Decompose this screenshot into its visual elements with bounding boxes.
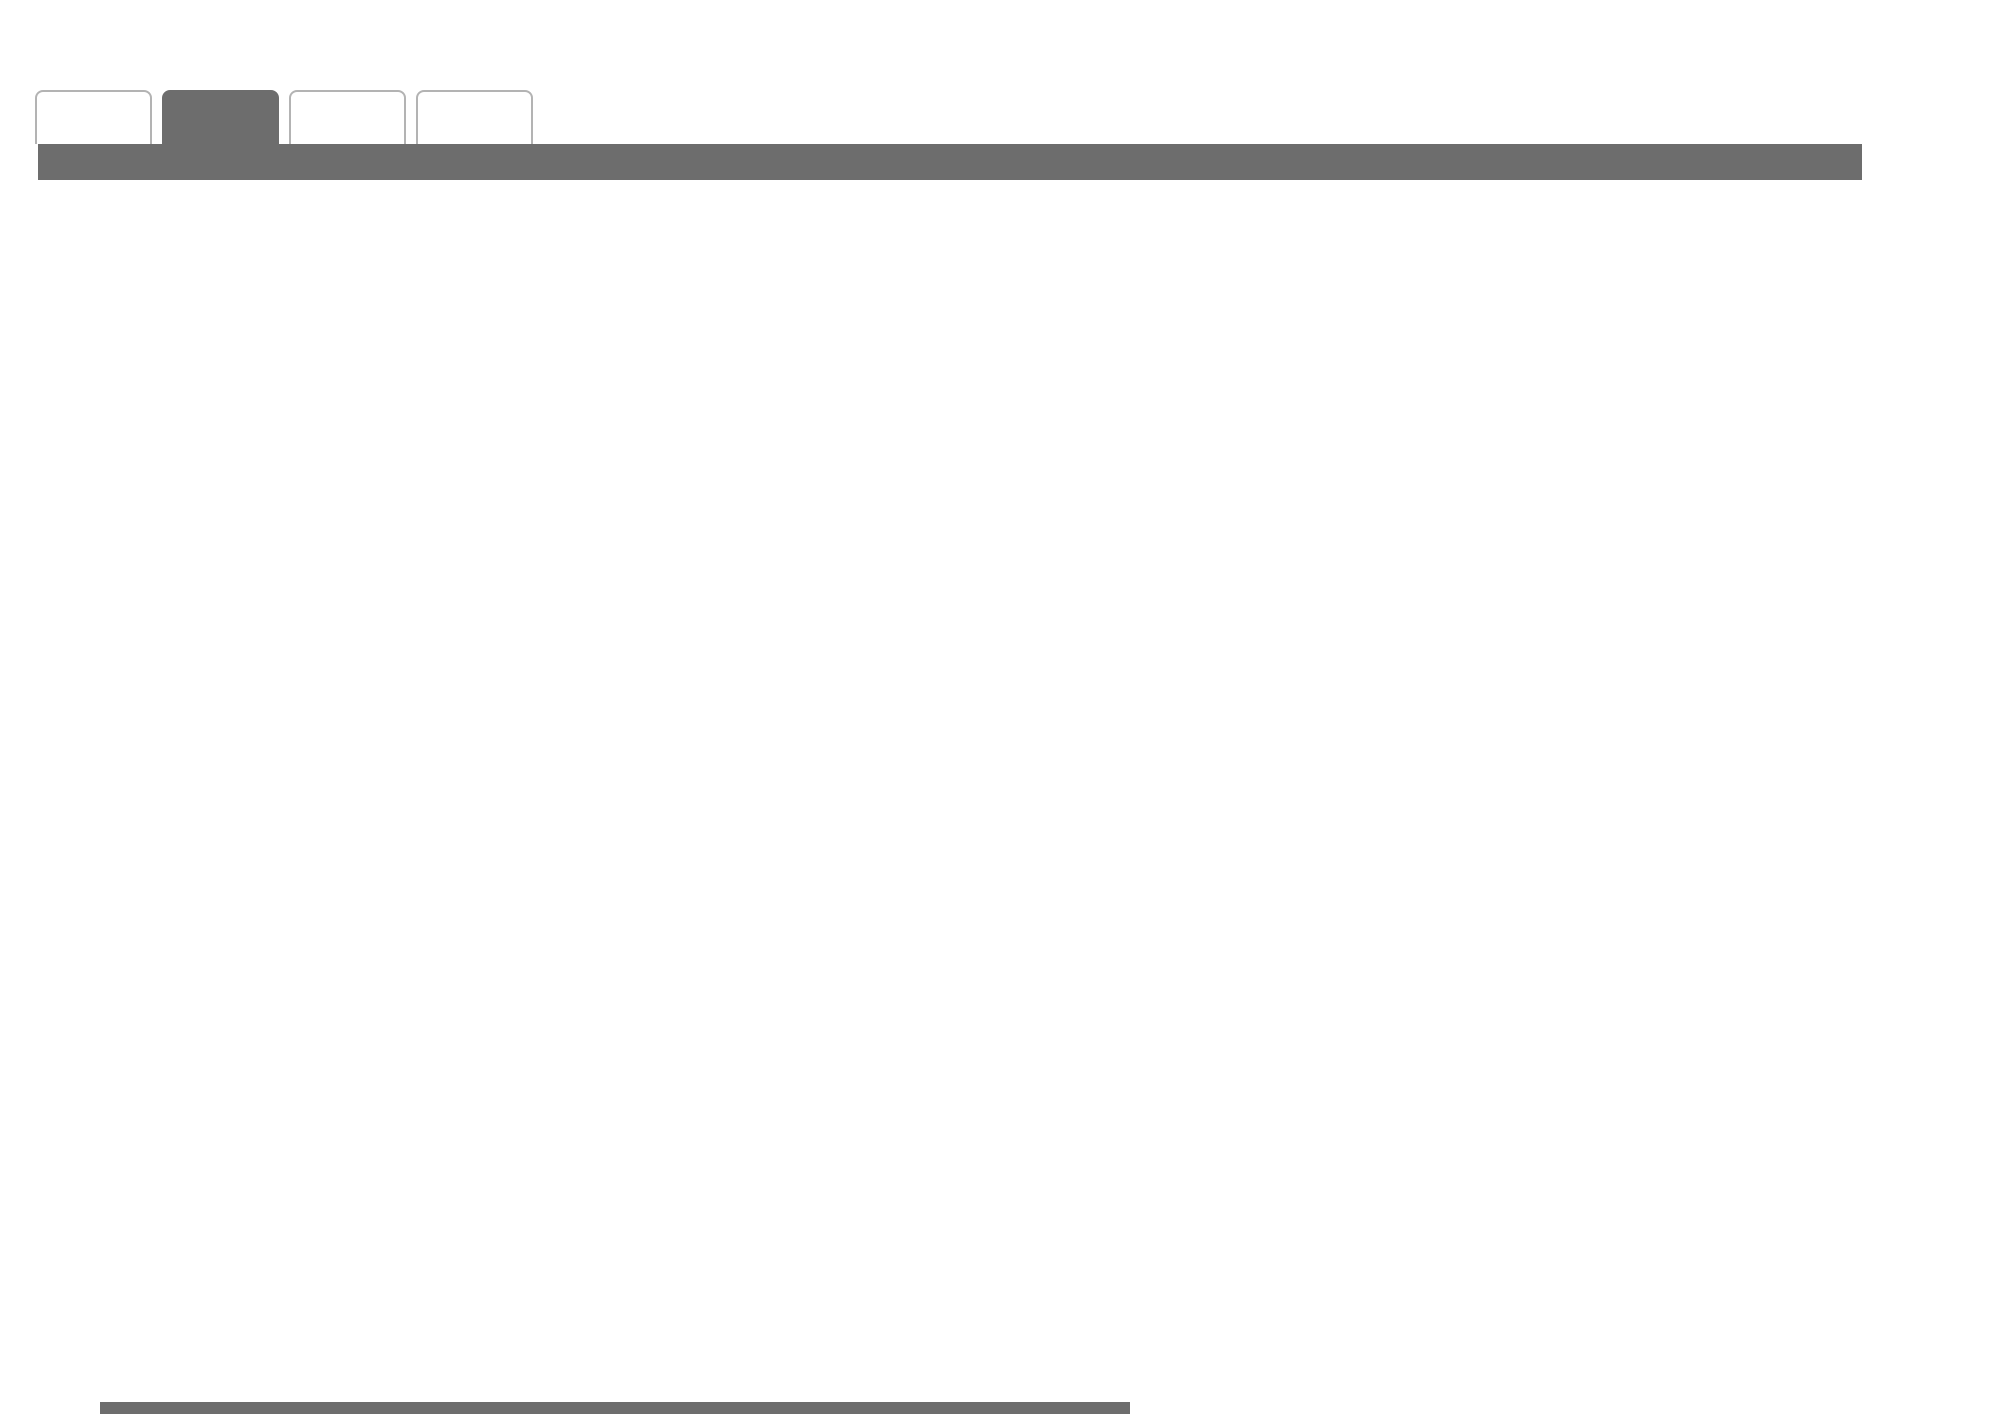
quantity-column-header [1724, 144, 1862, 180]
quantity-column-header [1021, 144, 1159, 180]
quantity-column-header [1162, 144, 1300, 180]
quantity-column-header [459, 144, 597, 180]
quantity-column-header [1584, 144, 1722, 180]
quantity-column-header [881, 144, 1019, 180]
tab-format-10x21[interactable] [416, 90, 533, 144]
page-footer-bar [100, 1402, 1130, 1414]
quantity-column-header [740, 144, 878, 180]
tab-format-8-2x12-8[interactable] [162, 90, 279, 144]
quantity-column-header [1303, 144, 1441, 180]
quantity-column-header [600, 144, 738, 180]
quantity-column-header [1443, 144, 1581, 180]
quantity-header-spacer [38, 144, 456, 180]
quantity-header-row [38, 144, 1862, 180]
format-tab-zone [38, 90, 1862, 180]
format-tabbar [35, 90, 1862, 144]
tab-format-10x15[interactable] [289, 90, 406, 144]
tab-format-8-5x5-4[interactable] [35, 90, 152, 144]
price-list-page [0, 0, 1862, 180]
